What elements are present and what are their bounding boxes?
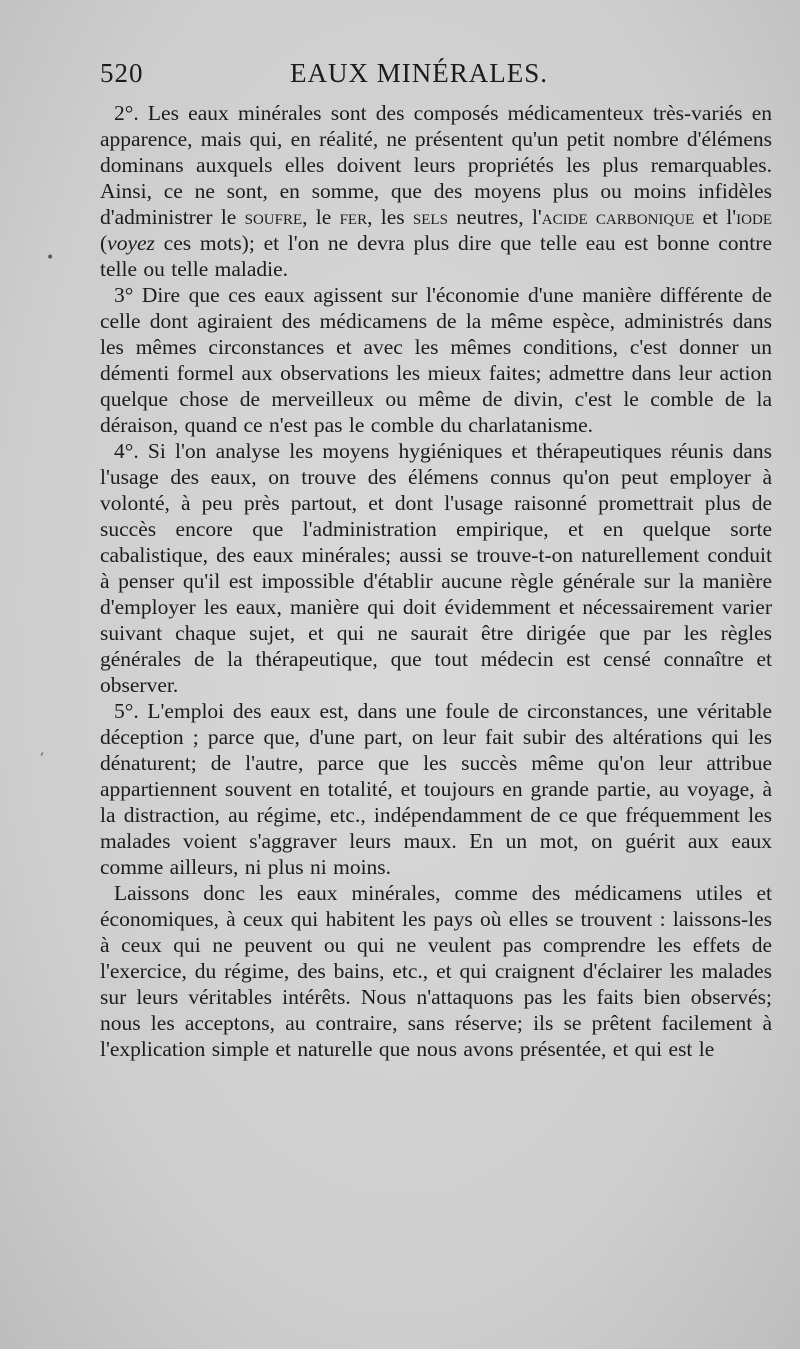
margin-speck: , [40, 742, 45, 758]
page-header [100, 58, 772, 98]
paragraph-3: 3° Dire que ces eaux agissent sur l'économie d'une manière différente de celle dont agiraient des médicamens de la même espèce, administrés dans les mêmes circonstances et avec les mêmes conditions, c'est donner un démenti formel aux observations les mieux faites; admettre dans leur action quelque chose de merveilleux ou même de divin, c'est le comble de la déraison, quand ce n'est pas le comble du charlatanisme. [100, 283, 772, 437]
paragraph-2: 2°. Les eaux minérales sont des composés médicamenteux très-variés en apparence, mais qui, en réalité, ne présentent qu'un petit nombre d'élémens dominans auxquels elles doivent leurs propriétés les plus remarquables. Ainsi, ce ne sont, en somme, que des moyens plus ou moins infidèles d'administrer le soufre, le fer, les sels neutres, l'acide carbonique et l'iode (voyez ces mots); et l'on ne devra plus dire que telle eau est bonne contre telle ou telle maladie. [100, 101, 772, 281]
page-number: 520 [100, 58, 144, 88]
margin-speck: • [46, 250, 55, 266]
body-text [100, 100, 772, 1062]
running-title: EAUX MINÉRALES. [290, 58, 548, 88]
paragraph-5: 5°. L'emploi des eaux est, dans une foule de circonstances, une véritable déception ; parce que, d'une part, on leur fait subir des altérations qui les dénaturent; de l'autre, parce que les succès même qu'on leur attribue appartiennent souvent en totalité, et toujours en grande partie, au voyage, à la distraction, au régime, etc., indépendamment de ce que fréquemment les malades voient s'aggraver leurs maux. En un mot, on guérit aux eaux comme ailleurs, ni plus ni moins. [100, 699, 772, 879]
paragraph-4: 4°. Si l'on analyse les moyens hygiéniques et thérapeutiques réunis dans l'usage des eaux, on trouve des élémens connus qu'on peut employer à volonté, à peu près partout, et dont l'usage raisonné promettrait plus de succès encore que l'administration empirique, et en quelque sorte cabalistique, des eaux minérales; aussi se trouve-t-on naturellement conduit à penser qu'il est impossible d'établir aucune règle générale sur la manière d'employer les eaux, manière qui doit évidemment et nécessairement varier suivant chaque sujet, et qui ne saurait être dirigée que par les règles générales de la thérapeutique, que tout médecin est censé connaître et observer. [100, 439, 772, 697]
paragraph-conclusion: Laissons donc les eaux minérales, comme des médicamens utiles et économiques, à ceux qui habitent les pays où elles se trouvent : laissons-les à ceux qui ne peuvent ou qui ne veulent pas comprendre les effets de l'exercice, du régime, des bains, etc., et qui craignent d'éclairer les malades sur leurs véritables intérêts. Nous n'attaquons pas les faits bien observés; nous les acceptons, au contraire, sans réserve; ils se prêtent facilement à l'explication simple et naturelle que nous avons présentée, et qui est le [100, 881, 772, 1061]
